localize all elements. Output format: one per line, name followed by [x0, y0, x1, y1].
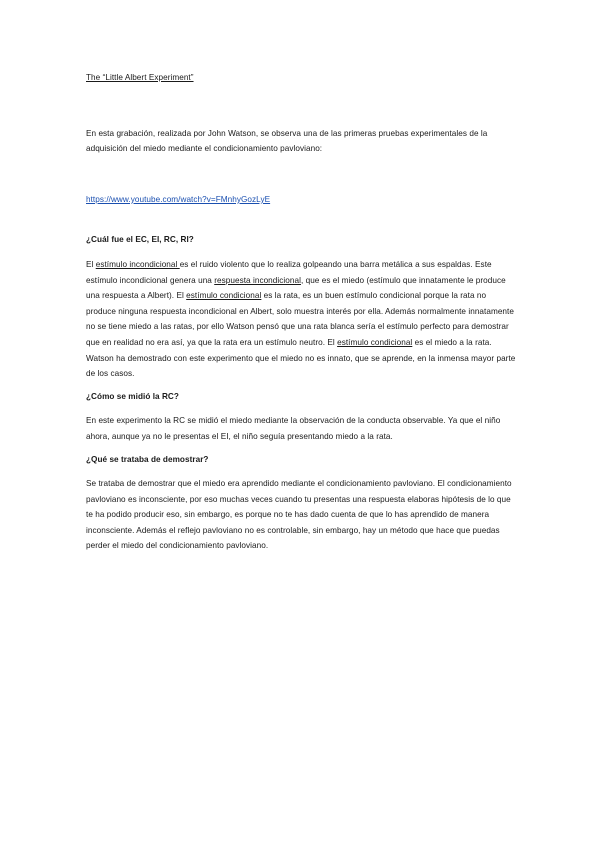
question-ec-ei-rc-ri: ¿Cuál fue el EC, EI, RC, RI?: [86, 235, 194, 245]
youtube-link[interactable]: https://www.youtube.com/watch?v=FMnhyGozLyE: [86, 194, 271, 204]
answer-paragraph-1: [86, 257, 518, 382]
answer-paragraph-2: En este experimento la RC se midió el miedo mediante la observación de la conducta observable. Ya que el niño ahora, aunque ya no le presentas el EI, el niño seguía presentando miedo a la rata.: [86, 416, 501, 441]
term-estimulo-incondicional: estímulo incondicional: [95, 259, 180, 269]
text-run: El: [86, 259, 96, 269]
question-que-se-demostrar: ¿Qué se trataba de demostrar?: [86, 454, 209, 464]
intro-paragraph: En esta grabación, realizada por John Watson, se observa una de las primeras pruebas experimentales de la adquisición del miedo mediante el condicionamiento pavloviano:: [86, 128, 488, 154]
document-body: [86, 70, 518, 554]
document-title: The “Little Albert Experiment”: [86, 73, 194, 82]
text-run: es el ruido violento que lo realiza golpeando una barra metálica a sus espaldas. Este estímulo incondicional genera una: [86, 259, 492, 285]
text-run: es el miedo a la rata. Watson ha demostrado con este experimento que el miedo no es innato, que se aprende, en la inmensa mayor parte de los casos.: [86, 337, 516, 379]
question-como-se-midio: ¿Cómo se midió la RC?: [86, 391, 179, 401]
answer-paragraph-3: Se trataba de demostrar que el miedo era aprendido mediante el condicionamiento pavloviano. El condicionamiento pavloviano es inconsciente, por eso muchas veces cuando tu presentas una respuesta elaboras hipótesis de lo que te ha podido producir eso, sin embargo, es porque no te has dado cuenta de que lo has aprendido de manera inconsciente. Además el reflejo pavloviano no es controlable, sin embargo, hay un método que hace que puedas perder el miedo del condicionamiento pavloviano.: [86, 479, 512, 551]
term-respuesta-incondicional: respuesta incondicional: [214, 275, 301, 285]
text-run: es la rata, es un buen estímulo condicional porque la rata no produce ninguna respuesta incondicional en Albert, solo muestra interés por ella. Además normalmente innatamente no se tiene miedo a las ratas, por ello Watson pensó que una rata blanca sería el estímulo perfecto para demostrar que en realidad no era así, ya que la rata era un estímulo neutro. El: [86, 291, 514, 347]
text-run: , que es el miedo (estímulo que innatamente le produce una respuesta a Albert). El: [86, 275, 506, 301]
term-estimulo-condicional-2: estímulo condicional: [337, 337, 413, 347]
term-estimulo-condicional: estímulo condicional: [186, 291, 262, 301]
